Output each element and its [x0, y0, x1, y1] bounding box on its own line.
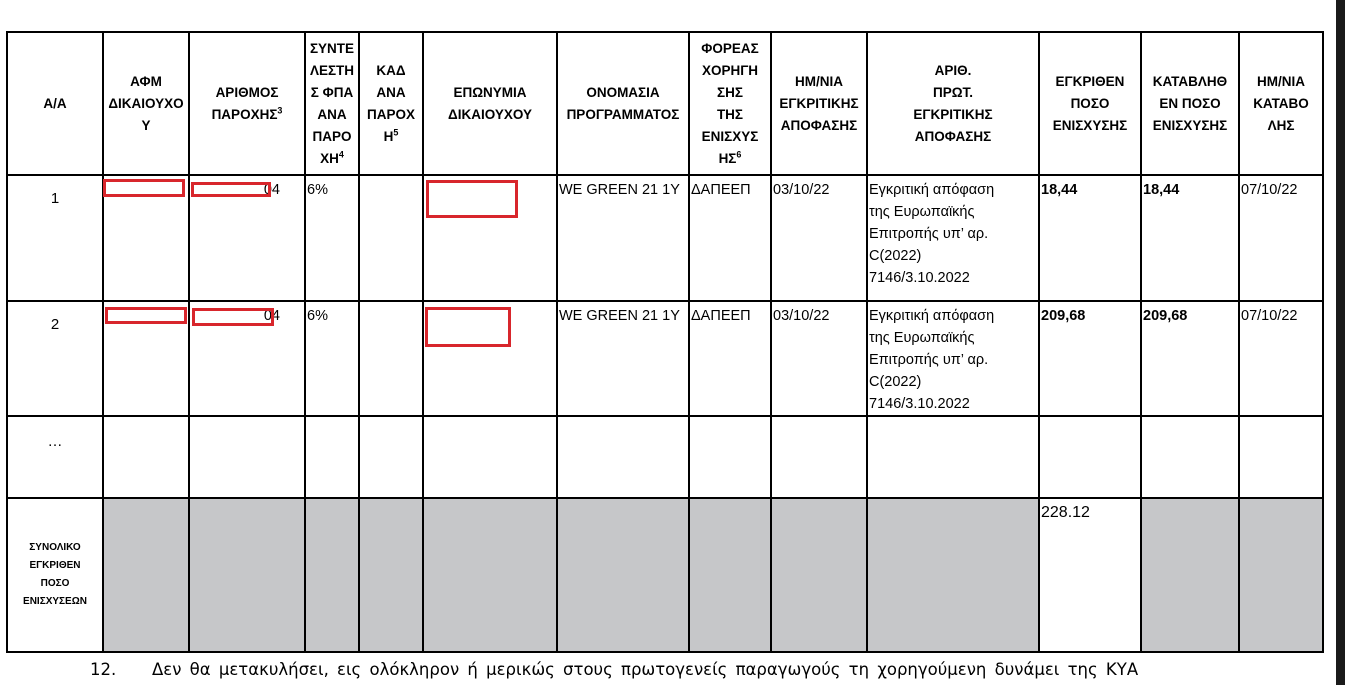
- total-row: [7, 498, 1323, 652]
- cell-foreas: ΔΑΠΕΕΠ: [689, 175, 771, 301]
- cell-katavlithen: 18,44: [1141, 175, 1239, 301]
- gray-cell: [1239, 498, 1323, 652]
- empty-cell: [103, 416, 189, 498]
- cell-apofasi: Εγκριτική απόφαση της Ευρωπαϊκής Επιτροπής υπ’ αρ. C(2022) 7146/3.10.2022: [867, 175, 1039, 301]
- cell-katavlithen: 209,68: [1141, 301, 1239, 416]
- table-row: [7, 301, 1323, 416]
- gray-cell: [423, 498, 557, 652]
- redaction-box: [192, 308, 274, 326]
- table-row: [7, 416, 1323, 498]
- total-label: ΣΥΝΟΛΙΚΟ ΕΓΚΡΙΘΕΝ ΠΟΣΟ ΕΝΙΣΧΥΣΕΩΝ: [7, 498, 103, 652]
- redaction-box: [103, 179, 185, 197]
- empty-cell: [689, 416, 771, 498]
- header-eponymia: ΕΠΩΝΥΜΙΑ ΔΙΚΑΙΟΥΧΟΥ: [423, 32, 557, 175]
- empty-cell: [557, 416, 689, 498]
- cell-arithmos: 04: [189, 301, 305, 416]
- header-arith-prot: ΑΡΙΘ. ΠΡΩΤ. ΕΓΚΡΙΤΙΚΗΣ ΑΠΟΦΑΣΗΣ: [867, 32, 1039, 175]
- cell-kad: [359, 175, 423, 301]
- cell-fpa: 6%: [305, 301, 359, 416]
- paragraph-number: 12.: [90, 660, 117, 679]
- header-onomasia: ΟΝΟΜΑΣΙΑ ΠΡΟΓΡΑΜΜΑΤΟΣ: [557, 32, 689, 175]
- aid-table: [6, 31, 1324, 653]
- header-aa: Α/Α: [7, 32, 103, 175]
- gray-cell: [557, 498, 689, 652]
- cell-aa: 1: [7, 175, 103, 301]
- header-hm-katavolis: ΗΜ/ΝΙΑ ΚΑΤΑΒΟ ΛΗΣ: [1239, 32, 1323, 175]
- header-arithmos-paroxis: ΑΡΙΘΜΟΣ ΠΑΡΟΧΗΣ$^3$: [189, 32, 305, 175]
- gray-cell: [1141, 498, 1239, 652]
- cell-fpa: 6%: [305, 175, 359, 301]
- footer-paragraph: [90, 660, 1138, 679]
- gray-cell: [103, 498, 189, 652]
- cell-eponymia: [423, 175, 557, 301]
- cell-foreas: ΔΑΠΕΕΠ: [689, 301, 771, 416]
- header-hm-egkritikis: ΗΜ/ΝΙΑ ΕΓΚΡΙΤΙΚΗΣ ΑΠΟΦΑΣΗΣ: [771, 32, 867, 175]
- gray-cell: [867, 498, 1039, 652]
- cell-hm-egkritikis: 03/10/22: [771, 301, 867, 416]
- empty-cell: [1239, 416, 1323, 498]
- header-katavlithen: ΚΑΤΑΒΛΗΘ ΕΝ ΠΟΣΟ ΕΝΙΣΧΥΣΗΣ: [1141, 32, 1239, 175]
- header-egkrithen: ΕΓΚΡΙΘΕΝ ΠΟΣΟ ΕΝΙΣΧΥΣΗΣ: [1039, 32, 1141, 175]
- paragraph-text: Δεν θα μετακυλήσει, εις ολόκληρον ή μερικώς στους πρωτογενείς παραγωγούς τη χορηγούμενη δυνάμει της ΚΥΑ: [152, 660, 1139, 679]
- total-value: 228.12: [1039, 498, 1141, 652]
- redaction-box: [426, 180, 518, 218]
- redaction-box: [105, 307, 187, 324]
- cell-aa: 2: [7, 301, 103, 416]
- header-syntelestis-fpa: ΣΥΝΤΕ ΛΕΣΤΗ Σ ΦΠΑ ΑΝΑ ΠΑΡΟ $XH^4$: [305, 32, 359, 175]
- cell-egkrithen: 209,68: [1039, 301, 1141, 416]
- empty-cell: [359, 416, 423, 498]
- empty-cell: [771, 416, 867, 498]
- cell-hm-katavolis: 07/10/22: [1239, 175, 1323, 301]
- header-row: [7, 32, 1323, 175]
- gray-cell: [771, 498, 867, 652]
- cell-programma: WE GREEN 21 1Y: [557, 175, 689, 301]
- empty-cell: [189, 416, 305, 498]
- cell-afm: [103, 175, 189, 301]
- table-row: [7, 175, 1323, 301]
- cell-ellipsis: …: [7, 416, 103, 498]
- gray-cell: [305, 498, 359, 652]
- empty-cell: [423, 416, 557, 498]
- cell-hm-katavolis: 07/10/22: [1239, 301, 1323, 416]
- cell-arithmos: 04: [189, 175, 305, 301]
- gray-cell: [189, 498, 305, 652]
- cell-apofasi: Εγκριτική απόφαση της Ευρωπαϊκής Επιτροπής υπ’ αρ. C(2022) 7146/3.10.2022: [867, 301, 1039, 416]
- empty-cell: [305, 416, 359, 498]
- cell-hm-egkritikis: 03/10/22: [771, 175, 867, 301]
- redaction-box: [191, 182, 271, 197]
- gray-cell: [689, 498, 771, 652]
- page-edge-bar: [1336, 0, 1345, 685]
- cell-egkrithen: 18,44: [1039, 175, 1141, 301]
- empty-cell: [1039, 416, 1141, 498]
- redaction-box: [425, 307, 511, 347]
- header-afm: ΑΦΜ ΔΙΚΑΙΟΥΧΟ Υ: [103, 32, 189, 175]
- gray-cell: [359, 498, 423, 652]
- empty-cell: [1141, 416, 1239, 498]
- cell-programma: WE GREEN 21 1Y: [557, 301, 689, 416]
- cell-eponymia: [423, 301, 557, 416]
- cell-afm: [103, 301, 189, 416]
- header-foreas: ΦΟΡΕΑΣ ΧΟΡΗΓΗ ΣΗΣ ΤΗΣ ΕΝΙΣΧΥΣ $H\Sigma^6$: [689, 32, 771, 175]
- header-kad: ΚΑΔ ΑΝΑ ΠΑΡΟΧ $H^5$: [359, 32, 423, 175]
- empty-cell: [867, 416, 1039, 498]
- cell-kad: [359, 301, 423, 416]
